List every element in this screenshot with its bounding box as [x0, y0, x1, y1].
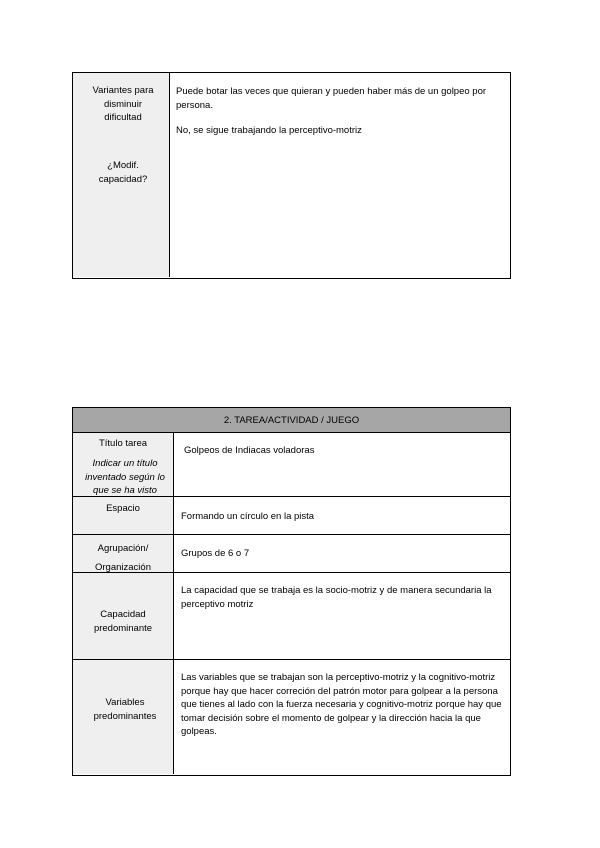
space-label: Espacio — [106, 503, 140, 514]
modif-capacity-label: ¿Modif. capacidad? — [98, 160, 148, 185]
variants-row — [73, 73, 510, 277]
variants-label-cell — [73, 73, 170, 277]
task-title-hint: Indicar un título inventado según lo que se ha visto — [85, 458, 165, 496]
task-header — [73, 408, 510, 432]
grouping-value-cell — [174, 535, 510, 572]
variables-value: Las variables que se trabajan son la perceptivo-motriz y la cognitivo-motriz porque hay que hacer correción del patrón motor para golpear a la persona que tienes al lado con la fuerza necesaria y cognitivo-motriz porque hay que tomar decisión sobre el momento de golpear y la dirección hacia la que golpeas. — [181, 672, 502, 737]
grouping-label: Agrupación/ Organización — [95, 543, 151, 573]
space-value: Formando un círculo en la pista — [181, 511, 315, 522]
variants-value-cell — [170, 73, 510, 277]
grouping-value: Grupos de 6 o 7 — [181, 548, 250, 559]
variants-label: Variantes para disminuir dificultad — [92, 85, 154, 123]
modif-capacity-value: No, se sigue trabajando la perceptivo-motriz — [176, 125, 362, 136]
space-value-cell — [174, 497, 510, 534]
table-row — [73, 432, 510, 496]
table-row — [73, 496, 510, 534]
task-table — [72, 407, 511, 776]
variants-table — [72, 72, 511, 279]
capacity-value: La capacidad que se trabaja es la socio-motriz y de manera secundaria la perceptivo motriz — [181, 585, 492, 610]
table-row — [73, 572, 510, 659]
variables-value-cell — [174, 660, 510, 774]
table-row — [73, 534, 510, 572]
task-title-value-cell — [174, 433, 510, 496]
task-title-label-cell — [73, 433, 174, 496]
capacity-label: Capacidad predominante — [93, 609, 153, 634]
variables-label: Variables predominantes — [93, 697, 157, 722]
variables-label-cell — [73, 660, 174, 774]
capacity-label-cell — [73, 573, 174, 659]
space-label-cell — [73, 497, 174, 534]
table-row — [73, 659, 510, 774]
task-title-label: Título tarea — [98, 438, 148, 449]
variants-value: Puede botar las veces que quieran y pueden haber más de un golpeo por persona. — [176, 86, 487, 111]
task-title-value: Golpeos de Indiacas voladoras — [184, 445, 315, 456]
capacity-value-cell — [174, 573, 510, 659]
task-header-title: 2. TAREA/ACTIVIDAD / JUEGO — [223, 414, 360, 426]
grouping-label-cell — [73, 535, 174, 572]
